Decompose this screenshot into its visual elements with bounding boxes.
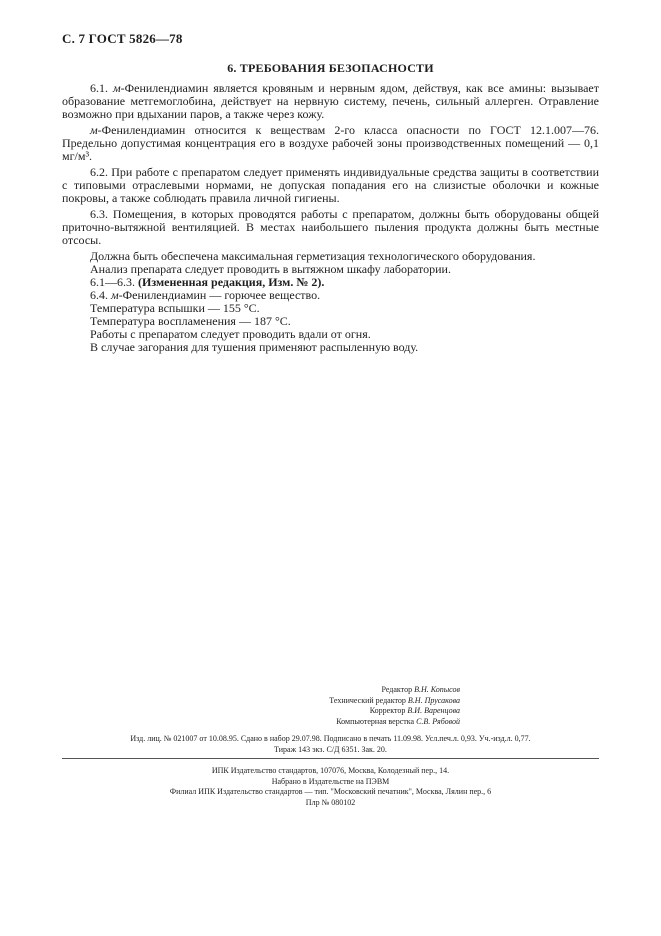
credit-editor: Редактор В.Н. Копысов xyxy=(381,685,460,694)
clause-number: 6.4. xyxy=(90,288,111,302)
publisher-line: Филиал ИПК Издательство стандартов — тип. "Московский печатник", Москва, Лялин пер., 6 xyxy=(169,787,492,796)
paragraph-away-from-fire: Работы с препаратом следует проводить вдали от огня. xyxy=(90,327,371,341)
print-imprint xyxy=(62,734,599,755)
credit-corrector: Корректор В.И. Варенцова xyxy=(369,706,460,715)
paragraph-sealing: Должна быть обеспечена максимальная герметизация технологического оборудования. xyxy=(90,249,536,263)
paragraph-6-1 xyxy=(62,82,599,121)
paragraph-6-2: 6.2. При работе с препаратом следует применять индивидуальные средства защиты в соответствии с типовыми отраслевыми нормами, не допуская попадания его на слизистые оболочки и кожные покровы, а также соблюдать правила личной гигиены. xyxy=(62,165,599,205)
italic-prefix: м xyxy=(112,81,121,95)
divider-line xyxy=(62,758,599,759)
publisher-line: Плр № 080102 xyxy=(305,797,356,807)
clause-number: 6.1. xyxy=(90,81,113,95)
paragraph-text: -Фенилендиамин относится к веществам 2-го класса опасности по ГОСТ 12.1.007—76. Предельно допустимая концентрация его в воздухе рабочей зоны производственных помещений — 0,1 мг/м³. xyxy=(62,123,599,163)
section-body xyxy=(62,82,599,354)
amendment-range: 6.1—6.3. xyxy=(90,275,138,289)
publisher-line: ИПК Издательство стандартов, 107076, Москва, Колодезный пер., 14. xyxy=(211,766,450,775)
page-header: С. 7 ГОСТ 5826—78 xyxy=(62,31,183,46)
paragraph-text: -Фенилендиамин является кровяным и нервным ядом, действуя, как все амины: вызывает образование метгемоглобина, действует на нервную систему, печень, сильный аллерген. Отравление возможно при вдыхании паров, а также через кожу. xyxy=(62,81,600,121)
paragraph-text: -Фенилендиамин — горючее вещество. xyxy=(118,288,321,302)
paragraph-ignition-temp: Температура воспламенения — 187 °С. xyxy=(90,314,291,328)
paragraph-fume-hood: Анализ препарата следует проводить в вытяжном шкафу лаборатории. xyxy=(90,262,451,276)
credit-layout: Компьютерная верстка С.В. Рябовой xyxy=(336,716,460,726)
italic-prefix: м xyxy=(90,123,98,137)
publisher-line: Набрано в Издательстве на ПЭВМ xyxy=(271,776,390,786)
italic-prefix: м xyxy=(111,288,119,302)
section-title: 6. ТРЕБОВАНИЯ БЕЗОПАСНОСТИ xyxy=(227,61,434,75)
imprint-line: Тираж 143 экз. С/Д 6351. Зак. 20. xyxy=(274,744,387,754)
editorial-credits xyxy=(200,685,460,727)
paragraph-flash-point: Температура вспышки — 155 °С. xyxy=(90,301,260,315)
paragraph-extinguishing: В случае загорания для тушения применяют распыленную воду. xyxy=(90,340,419,354)
amendment-label: (Измененная редакция, Изм. № 2). xyxy=(138,275,325,289)
paragraph-6-3: 6.3. Помещения, в которых проводятся работы с препаратом, должны быть оборудованы общей приточно-вытяжной вентиляцией. В местах наибольшего пыления продукта должны быть местные отсосы. xyxy=(62,207,599,247)
publisher-info xyxy=(62,766,599,808)
credit-tech-editor: Технический редактор В.Н. Прусакова xyxy=(329,695,460,705)
paragraph-6-1-hazard-class xyxy=(62,124,599,163)
imprint-line: Изд. лиц. № 021007 от 10.08.95. Сдано в набор 29.07.98. Подписано в печать 11.09.98. Усл.печ.л. 0,93. Уч.-изд.л. 0,77. xyxy=(130,734,531,743)
